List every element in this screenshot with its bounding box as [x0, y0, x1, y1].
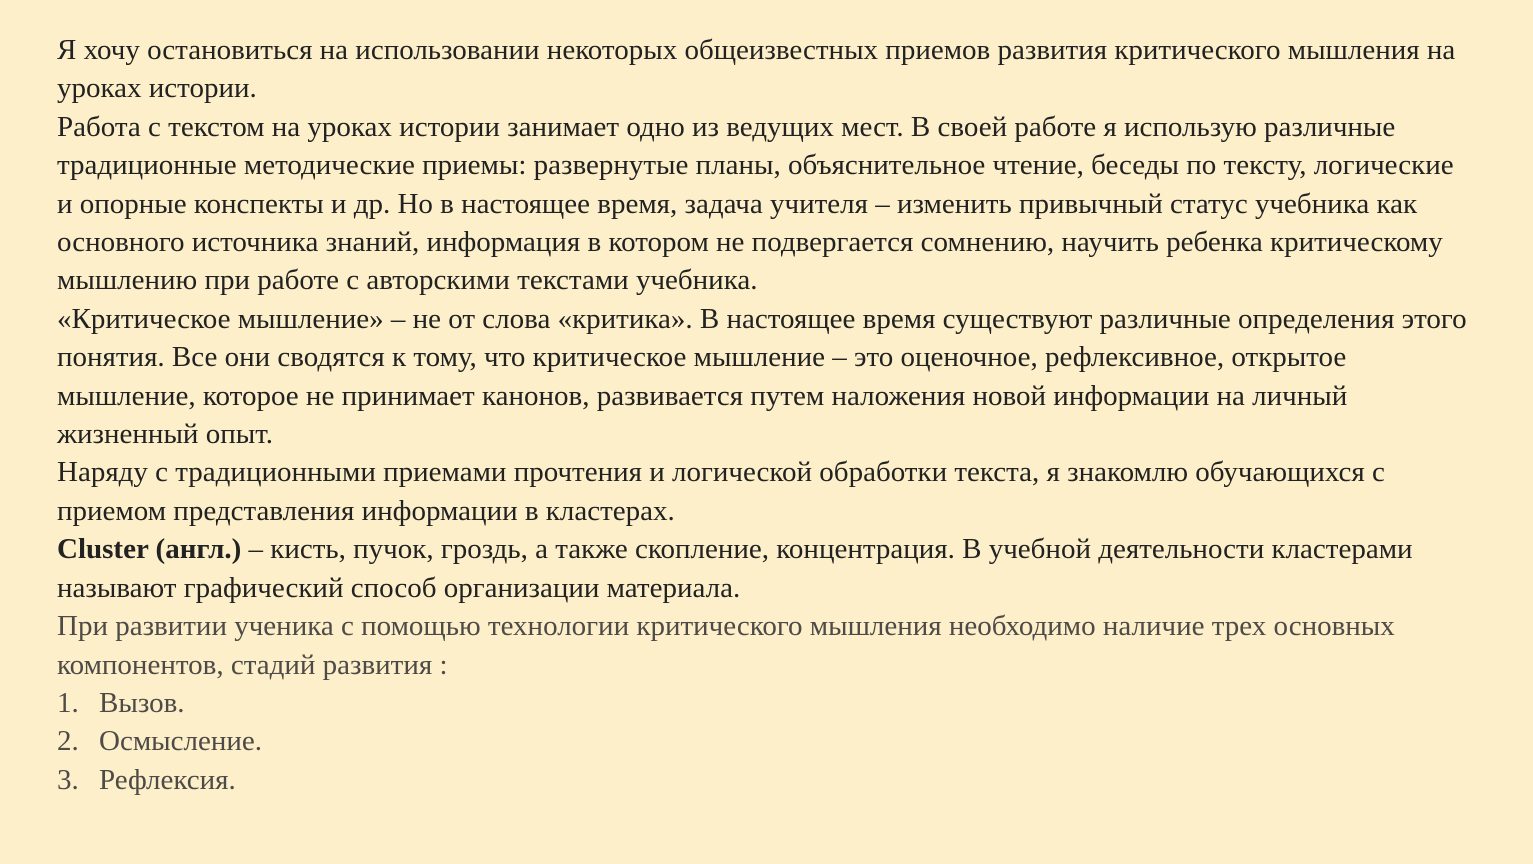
- stages-list: [57, 684, 1473, 799]
- critical-thinking-paragraph: «Критическое мышление» – не от слова «критика». В настоящее время существуют различные определения этого понятия. Все они сводятся к тому, что критическое мышление – это оценочное, рефлексивное, открытое мышление, которое не принимает канонов, развивается путем наложения новой информации на личный жизненный опыт.: [57, 302, 1467, 451]
- list-item: [57, 761, 1473, 799]
- cluster-intro-paragraph: Наряду с традиционными приемами прочтения и логической обработки текста, я знакомлю обучающихся с приемом представления информации в кластерах.: [57, 456, 1385, 527]
- stages-intro-paragraph: При развитии ученика с помощью технологии критического мышления необходимо наличие трех основных компонентов, стадий развития :: [57, 610, 1395, 681]
- cluster-definition-paragraph: [57, 530, 1473, 607]
- intro-paragraph: Я хочу остановиться на использовании некоторых общеизвестных приемов развития критического мышления на уроках истории.: [57, 34, 1456, 105]
- list-item-number: 1.: [57, 686, 79, 719]
- cluster-definition-text: – кисть, пучок, гроздь, а также скопление, концентрация. В учебной деятельности кластерами называют графический способ организации материала.: [57, 533, 1413, 604]
- list-item: [57, 684, 1473, 722]
- cluster-term: Cluster (англ.): [57, 533, 242, 566]
- list-item-text: Осмысление.: [99, 725, 263, 758]
- text-work-paragraph: Работа с текстом на уроках истории занимает одно из ведущих мест. В своей работе я использую различные традиционные методические приемы: развернутые планы, объяснительное чтение, беседы по тексту, логические и опорные конспекты и др. Но в настоящее время, задача учителя – изменить привычный статус учебника как основного источника знаний, информация в котором не подвергается сомнению, научить ребенка критическому мышлению при работе с авторскими текстами учебника.: [57, 110, 1454, 297]
- list-item: [57, 722, 1473, 760]
- list-item-text: Рефлексия.: [99, 763, 236, 796]
- list-item-number: 2.: [57, 725, 79, 758]
- list-item-text: Вызов.: [99, 686, 185, 719]
- list-item-number: 3.: [57, 763, 79, 796]
